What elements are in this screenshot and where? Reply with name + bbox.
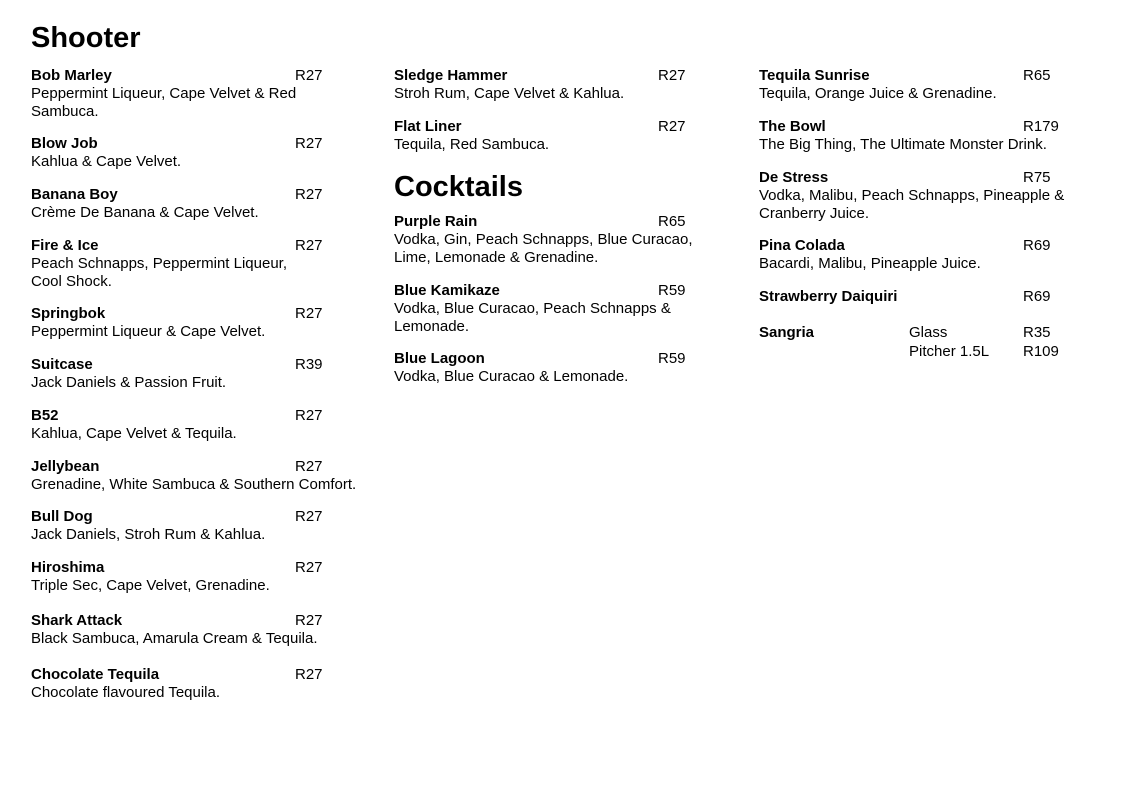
item-name: Flat Liner: [394, 118, 462, 135]
item-price: R27: [295, 612, 323, 629]
item-name: Springbok: [31, 305, 106, 322]
item-name: Tequila Sunrise: [759, 67, 870, 84]
item-description: Tequila, Red Sambuca.: [394, 136, 550, 153]
item-description: Vodka, Blue Curacao, Peach Schnapps & Lemonade.: [394, 300, 671, 335]
item-name: Blow Job: [31, 135, 98, 152]
item-price: R27: [295, 237, 323, 254]
item-name: Suitcase: [31, 356, 93, 373]
item-description: Black Sambuca, Amarula Cream & Tequila.: [31, 630, 318, 647]
option-price: R109: [1023, 343, 1059, 360]
item-name: B52: [31, 407, 59, 424]
item-name: De Stress: [759, 169, 829, 186]
item-description: Stroh Rum, Cape Velvet & Kahlua.: [394, 85, 625, 102]
shooter-heading: Shooter: [31, 22, 141, 54]
item-price: R27: [295, 67, 323, 84]
item-price: R59: [658, 350, 686, 367]
item-description: Kahlua, Cape Velvet & Tequila.: [31, 425, 237, 442]
item-price: R27: [295, 186, 323, 203]
item-name: Blue Kamikaze: [394, 282, 500, 299]
item-name: Hiroshima: [31, 559, 105, 576]
option-price: R35: [1023, 324, 1051, 341]
item-description: Kahlua & Cape Velvet.: [31, 153, 182, 170]
item-description: Vodka, Blue Curacao & Lemonade.: [394, 368, 629, 385]
item-description: Vodka, Gin, Peach Schnapps, Blue Curacao, Lime, Lemonade & Grenadine.: [394, 231, 693, 266]
item-price: R59: [658, 282, 686, 299]
item-name: Bob Marley: [31, 67, 112, 84]
option-label: Glass: [909, 324, 948, 341]
item-price: R65: [658, 213, 686, 230]
item-price: R69: [1023, 237, 1051, 254]
item-name: Banana Boy: [31, 186, 118, 203]
item-price: R65: [1023, 67, 1051, 84]
item-description: Peppermint Liqueur & Cape Velvet.: [31, 323, 266, 340]
item-description: Jack Daniels, Stroh Rum & Kahlua.: [31, 526, 266, 543]
item-price: R27: [295, 559, 323, 576]
item-name: Fire & Ice: [31, 237, 99, 254]
item-name: Bull Dog: [31, 508, 93, 525]
item-description: Peppermint Liqueur, Cape Velvet & Red Sambuca.: [31, 85, 297, 120]
item-description: The Big Thing, The Ultimate Monster Drink.: [759, 136, 1047, 153]
item-name: Jellybean: [31, 458, 100, 475]
item-name: Purple Rain: [394, 213, 478, 230]
item-description: Tequila, Orange Juice & Grenadine.: [759, 85, 997, 102]
item-description: Bacardi, Malibu, Pineapple Juice.: [759, 255, 981, 272]
item-description: Triple Sec, Cape Velvet, Grenadine.: [31, 577, 270, 594]
item-description: Crème De Banana & Cape Velvet.: [31, 204, 259, 221]
item-description: Peach Schnapps, Peppermint Liqueur, Cool Shock.: [31, 255, 288, 290]
item-price: R27: [295, 135, 323, 152]
item-price: R39: [295, 356, 323, 373]
item-price: R75: [1023, 169, 1051, 186]
item-name: Chocolate Tequila: [31, 666, 160, 683]
item-price: R179: [1023, 118, 1059, 135]
item-price: R27: [295, 666, 323, 683]
item-description: Jack Daniels & Passion Fruit.: [31, 374, 227, 391]
item-description: Chocolate flavoured Tequila.: [31, 684, 221, 701]
item-price: R27: [295, 508, 323, 525]
item-description: Vodka, Malibu, Peach Schnapps, Pineapple & Cranberry Juice.: [759, 187, 1065, 222]
item-price: R27: [658, 118, 686, 135]
item-name: Strawberry Daiquiri: [759, 288, 898, 305]
item-name: Sangria: [759, 324, 815, 341]
option-label: Pitcher 1.5L: [909, 343, 990, 360]
item-price: R27: [658, 67, 686, 84]
item-price: R27: [295, 407, 323, 424]
item-name: Shark Attack: [31, 612, 123, 629]
item-name: The Bowl: [759, 118, 826, 135]
item-price: R27: [295, 305, 323, 322]
item-name: Blue Lagoon: [394, 350, 485, 367]
cocktails-heading: Cocktails: [394, 171, 523, 203]
item-price: R69: [1023, 288, 1051, 305]
item-name: Pina Colada: [759, 237, 845, 254]
item-name: Sledge Hammer: [394, 67, 508, 84]
item-description: Grenadine, White Sambuca & Southern Comfort.: [31, 476, 357, 493]
item-price: R27: [295, 458, 323, 475]
